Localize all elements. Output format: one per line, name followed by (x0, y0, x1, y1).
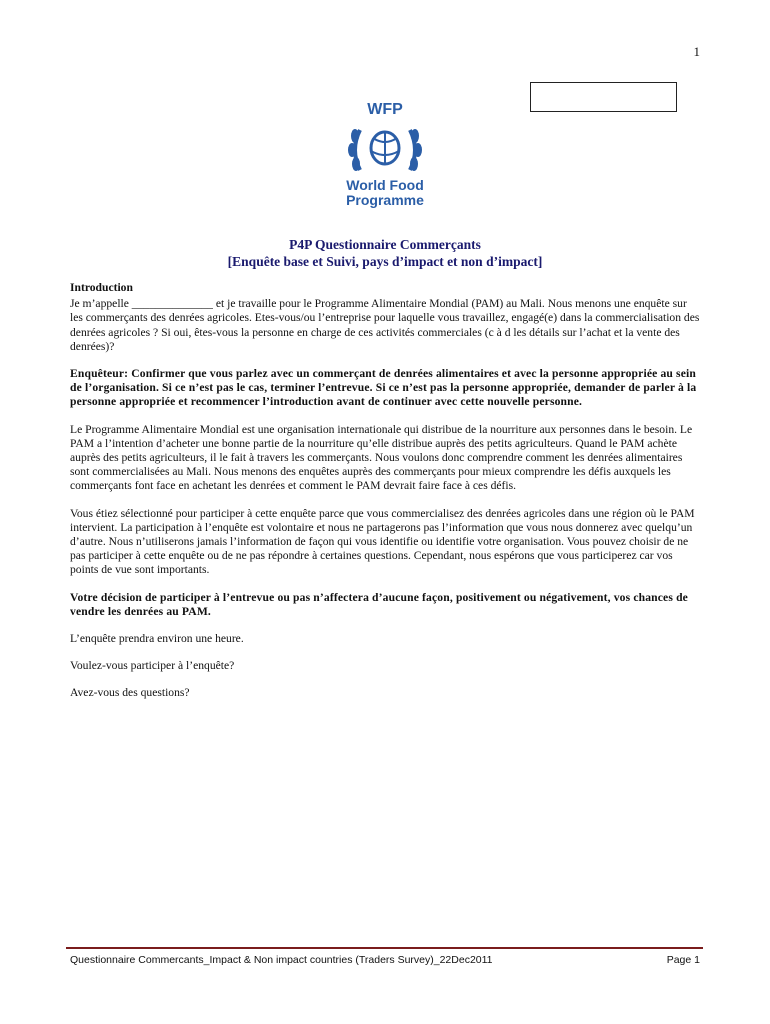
footer-document-name: Questionnaire Commercants_Impact & Non impact countries (Traders Survey)_22Dec2011 (70, 954, 493, 966)
document-title (0, 236, 770, 270)
empty-code-box (530, 82, 677, 112)
title-line-2: [Enquête base et Suivi, pays d’impact et non d’impact] (227, 254, 543, 269)
page-number: 1 (693, 44, 700, 59)
logo-acronym: WFP (367, 101, 403, 118)
page-footer (70, 954, 700, 966)
intro-heading: Introduction (70, 281, 133, 294)
logo-name-line2: Programme (346, 192, 424, 208)
decision-statement: Votre décision de participer à l’entrevue ou pas n’affectera d’aucune façon, positivement ou négativement, vos chances de vendre les denrées au PAM. (70, 590, 688, 618)
wfp-logo (330, 98, 440, 210)
questions-question: Avez-vous des questions? (70, 686, 190, 700)
pam-description-paragraph: Le Programme Alimentaire Mondial est une organisation internationale qui distribue de la nourriture aux personnes dans le besoin. Le PAM a l’intention d’acheter une bonne partie de la nourriture qu’elle distribue auprès des petits agriculteurs. Quand le PAM achète auprès des petits agriculteurs, il le fait à travers les commerçants. Nous voulons donc comprendre comment les denrées alimentaires sont commercialisées au Mali. Nous menons des enquêtes auprès des commerçants pour mieux comprendre les défis auxquels les commerçants font face en achetant les denrées et comment le PAM devrait faire face à ces défis. (70, 422, 693, 493)
intro-paragraph: Je m’appelle ______________ et je travaille pour le Programme Alimentaire Mondial (PAM) au Mali. Nous menons une enquête sur les commerçants des denrées agricoles. Etes-vous/ou l’entreprise pour laquelle vous travaillez, engagé(e) dans la commercialisation des denrées agricoles ? Si oui, êtes-vous la personne en charge de ces activités commerciales (c à d les détails sur l’achat et la vente des denrées)? (70, 297, 700, 353)
footer-divider (66, 947, 703, 949)
footer-page-label: Page 1 (666, 954, 700, 966)
duration-paragraph: L’enquête prendra environ une heure. (70, 632, 244, 646)
enqueteur-instruction: Enquêteur: Confirmer que vous parlez avec un commerçant de denrées alimentaires et avec la personne appropriée au sein de l’organisation. Si ce n’est pas le cas, terminer l’entrevue. Si ce n’est pas la personne appropriée, demander de parler à la personne appropriée et recommencer l’introduction avant de continuer avec cette nouvelle personne. (70, 367, 697, 409)
wheat-wreath-globe-icon (355, 130, 415, 170)
selection-paragraph: Vous étiez sélectionné pour participer à cette enquête parce que vous commercialisez des denrées agricoles dans une région où le PAM intervient. La participation à l’enquête est volontaire et nous ne partagerons pas l’information que vous nous donnerez avec quelqu’un d’autre. Nous n’utiliserons jamais l’information de façon qui vous identifie ou identifie votre organisation. Vous pouvez choisir de ne pas participer à cette enquête ou de ne pas répondre à certaines questions. Cependant, nous espérons que vous participerez car vos points de vue sont importants. (70, 506, 695, 577)
participation-question: Voulez-vous participer à l’enquête? (70, 659, 235, 673)
logo-name-line1: World Food (346, 177, 424, 193)
title-line-1: P4P Questionnaire Commerçants (289, 237, 481, 252)
document-body (70, 281, 700, 714)
